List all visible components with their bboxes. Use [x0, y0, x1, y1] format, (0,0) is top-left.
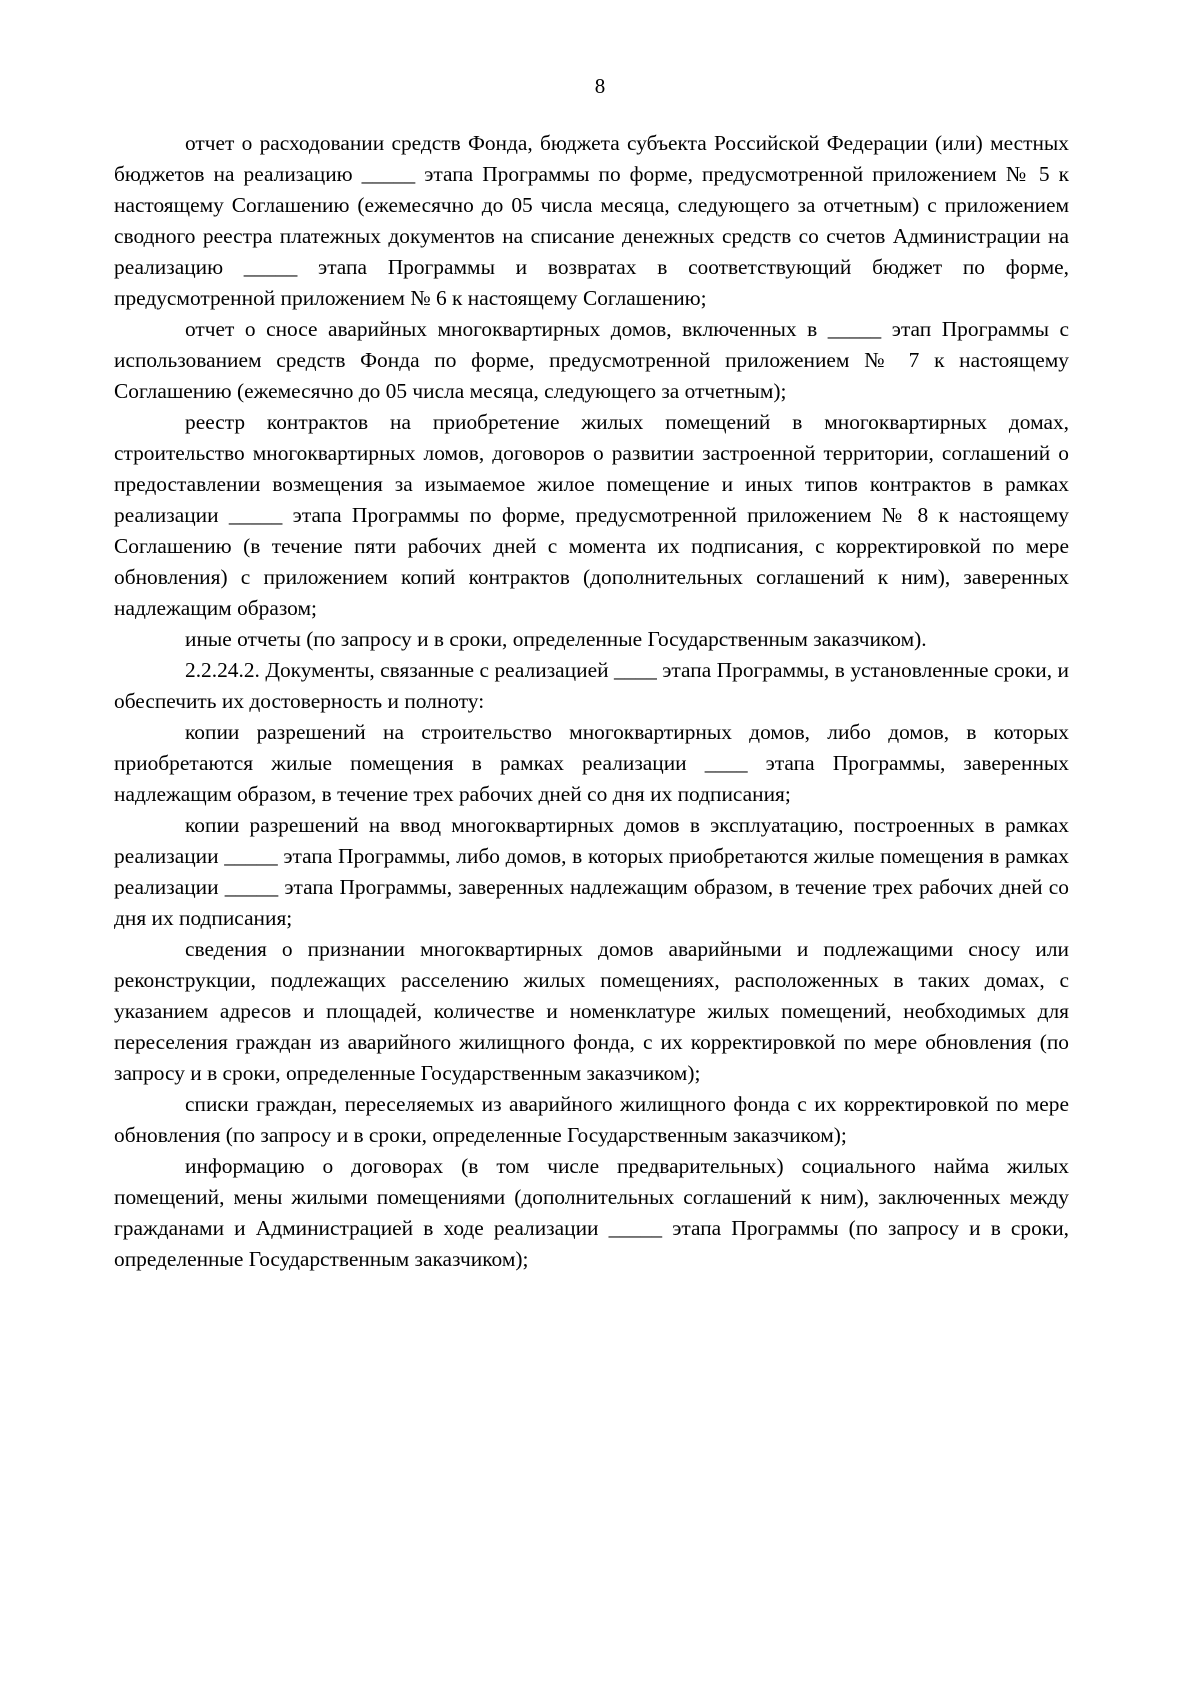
paragraph-citizen-lists: списки граждан, переселяемых из аварийного жилищного фонда с их корректировкой по мере обновления (по запросу и в сроки, определенные Государственным заказчиком); — [114, 1092, 1069, 1147]
page-number: 8 — [594, 74, 606, 98]
paragraph-lease-agreements-info: информацию о договорах (в том числе предварительных) социального найма жилых помещений, мены жилыми помещениями (дополнительных соглашений к ним), заключенных между гражданами и Администрацией в ходе реализации _____ этапа Программы (по запросу и в сроки, определенные Государственным заказчиком); — [114, 1154, 1069, 1271]
paragraph-contracts-register: реестр контрактов на приобретение жилых помещений в многоквартирных домах, строительство многоквартирных ломов, договоров о развитии застроенной территории, соглашений о предоставлении возмещения за изымаемое жилое помещение и иных типов контрактов в рамках реализации _____ этапа Программы по форме, предусмотренной приложением № 8 к настоящему Соглашению (в течение пяти рабочих дней с момента их подписания, с корректировкой по мере обновления) с приложением копий контрактов (дополнительных соглашений к ним), заверенных надлежащим образом; — [114, 410, 1069, 620]
paragraph-demolition-report: отчет о сносе аварийных многоквартирных домов, включенных в _____ этап Программы с использованием средств Фонда по форме, предусмотренной приложением № 7 к настоящему Соглашению (ежемесячно до 05 числа месяца, следующего за отчетным); — [114, 317, 1069, 403]
paragraph-commissioning-permits: копии разрешений на ввод многоквартирных домов в эксплуатацию, построенных в рамках реализации _____ этапа Программы, либо домов, в которых приобретаются жилые помещения в рамках реализации _____ этапа Программы, заверенных надлежащим образом, в течение трех рабочих дней со дня их подписания; — [114, 813, 1069, 930]
paragraph-expense-report: отчет о расходовании средств Фонда, бюджета субъекта Российской Федерации (или) местных бюджетов на реализацию _____ этапа Программы по форме, предусмотренной приложением № 5 к настоящему Соглашению (ежемесячно до 05 числа месяца, следующего за отчетным) с приложением сводного реестра платежных документов на списание денежных средств со счетов Администрации на реализацию _____ этапа Программы и возвратах в соответствующий бюджет по форме, предусмотренной приложением № 6 к настоящему Соглашению; — [114, 131, 1069, 310]
paragraph-emergency-houses-info: сведения о признании многоквартирных домов аварийными и подлежащими сносу или реконструкции, подлежащих расселению жилых помещениях, расположенных в таких домах, с указанием адресов и площадей, количестве и номенклатуре жилых помещений, необходимых для переселения граждан из аварийного жилищного фонда, с их корректировкой по мере обновления (по запросу и в сроки, определенные Государственным заказчиком); — [114, 937, 1069, 1085]
document-body — [114, 128, 1069, 1275]
paragraph-section-2-2-24-2: 2.2.24.2. Документы, связанные с реализацией ____ этапа Программы, в установленные сроки, и обеспечить их достоверность и полноту: — [114, 658, 1069, 713]
paragraph-other-reports: иные отчеты (по запросу и в сроки, определенные Государственным заказчиком). — [185, 627, 927, 651]
paragraph-construction-permits: копии разрешений на строительство многоквартирных домов, либо домов, в которых приобретаются жилые помещения в рамках реализации ____ этапа Программы, заверенных надлежащим образом, в течение трех рабочих дней со дня их подписания; — [114, 720, 1069, 806]
